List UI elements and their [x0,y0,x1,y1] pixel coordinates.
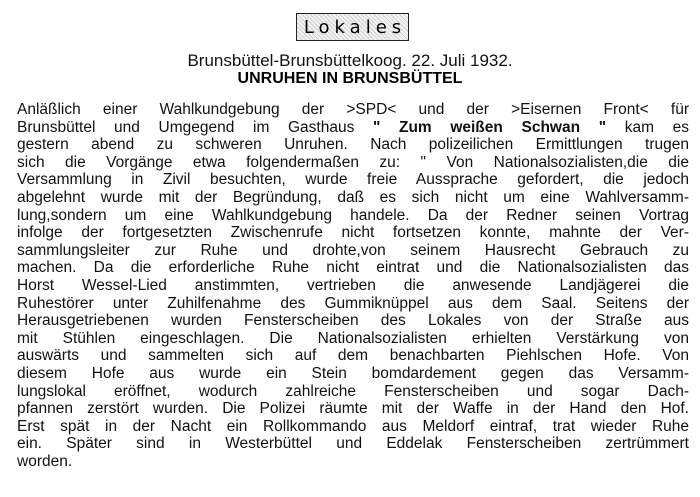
article-line [17,189,689,207]
article-line [17,154,689,172]
article-line [17,277,689,295]
article-line [17,171,689,189]
article-line-text: Anläßlich einer Wahlkundgebung der >SPD< und der >Eisernen Front< für [17,101,689,118]
article-line-text: sammlungsleiter zur Ruhe und drohte,von seinem Hausrecht Gebrauch zu [17,241,689,259]
article-line [17,365,689,383]
article-line [17,259,689,277]
article-line-text: worden. [17,452,73,470]
article-line-text: lung,sondern um eine Wahlkundgebung handele. Da der Redner seinen Vortrag [17,206,689,224]
article-line [17,224,689,242]
article-line [17,418,689,436]
article-line [17,136,689,154]
article-line [17,207,689,225]
article-line-text: pfannen zerstört wurden. Die Polizei räumte mit der Waffe in der Hand den Hof. [17,400,689,418]
article-line-text: Erst spät in der Nacht ein Rollkommando aus Meldorf eintraf, trat wieder Ruhe [17,417,689,435]
article-line [17,453,689,471]
section-header-box [296,13,409,41]
article-line-text: diesem Hofe aus wurde ein Stein bomdardement gegen das Versamm- [17,364,689,382]
article-line-text: mit Stühlen eingeschlagen. Die Nationalsozialisten erhielten Verstärkung von [17,329,689,347]
article-line [17,119,689,137]
article-headline: UNRUHEN IN BRUNSBÜTTEL [237,70,463,87]
article-line-text: Horst Wessel-Lied anstimmten, vertrieben die anwesende Landjägerei die [17,276,689,294]
article-line-text: gestern abend zu schweren Unruhen. Nach polizeilichen Ermittlungen trugen [17,136,689,154]
article-line [17,400,689,418]
article-line-text: auswärts und sammelten sich auf dem benachbarten Piehlschen Hofe. Von [17,347,689,365]
article-dateline: Brunsbüttel-Brunsbüttelkoog. 22. Juli 1932. [187,51,513,70]
inn-name: " Zum weißen Schwan " [372,118,607,136]
article-line [17,435,689,453]
article-line-text: Ruhestörer unter Zuhilfenahme des Gummiknüppel aus dem Saal. Seitens der [17,294,689,312]
article-line [17,347,689,365]
article-line [17,330,689,348]
article-line-text: Herausgetriebenen wurden Fensterscheiben des Lokales von der Straße aus [17,312,689,330]
article-line-text: ein. Später sind in Westerbüttel und Eddelak Fensterscheiben zertrümmert [17,435,689,453]
article-line-text: kam es [606,118,689,136]
section-label: Lokales [303,16,407,38]
article-line-text: Versammlung in Zivil besuchten, wurde freie Aussprache gefordert, die jedoch [17,171,689,189]
article-line [17,383,689,401]
article-line [17,242,689,260]
article-line-text: lungslokal eröffnet, wodurch zahlreiche Fensterscheiben und sogar Dach- [17,382,689,400]
article-body [17,101,689,470]
article-line [17,295,689,313]
article-line-text: sich die Vorgänge etwa folgendermaßen zu: " Von Nationalsozialisten,die die [17,153,689,171]
article-line-text: Brunsbüttel und Umgegend im Gasthaus [17,118,373,136]
article-line [17,101,689,119]
article-line [17,312,689,330]
article-line-text: infolge der fortgesetzten Zwischenrufe nicht fortsetzen konnte, mahnte der Ver- [17,224,689,242]
article-line-text: machen. Da die erforderliche Ruhe nicht eintrat und die Nationalsozialisten das [17,259,689,277]
article-line-text: abgelehnt wurde mit der Begründung, daß es sich nicht um eine Wahlversamm- [17,188,689,206]
